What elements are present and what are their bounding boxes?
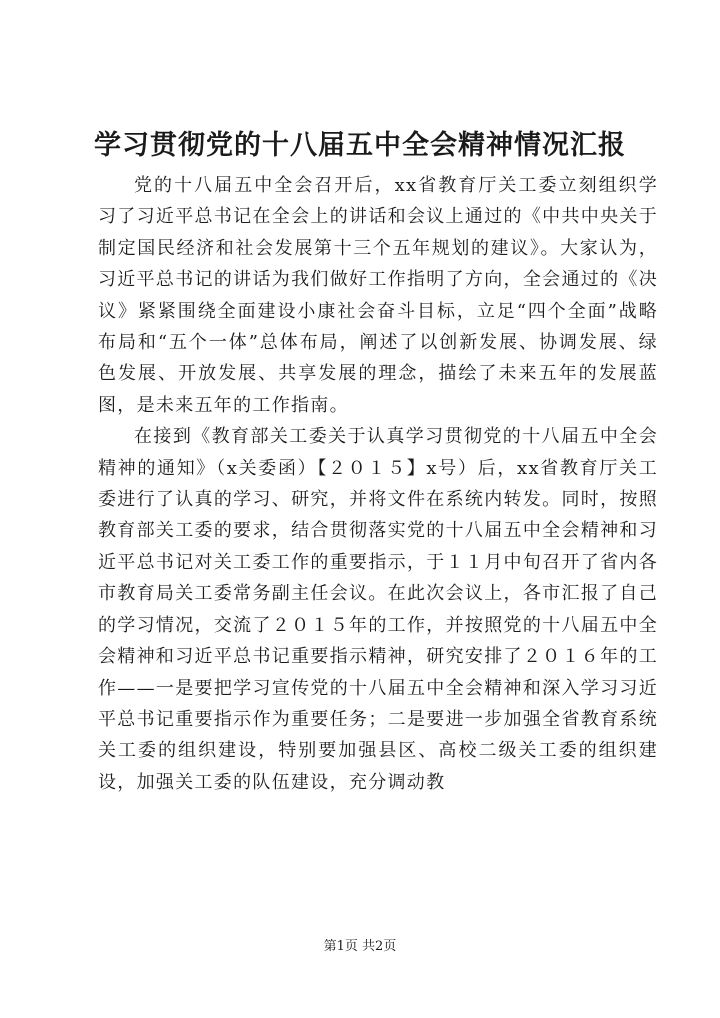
paragraph-2: 在接到《教育部关工委关于认真学习贯彻党的十八届五中全会精神的通知》（x关委函）【２０１５】x号）后，xx省教育厅关工委进行了认真的学习、研究，并将文件在系统内转发。同时，按照教育部关工委的要求，结合贯彻落实党的十八届五中全会精神和习近平总书记对关工委工作的重要指示，于１１月中旬召开了省内各市教育局关工委常务副主任会议。在此次会议上，各市汇报了自己的学习情况，交流了２０１５年的工作，并按照党的十八届五中全会精神和习近平总书记重要指示精神，研究安排了２０１６年的工作——一是要把学习宣传党的十八届五中全会精神和深入学习习近平总书记重要指示作为重要任务；二是要进一步加强全省教育系统关工委的组织建设，特别要加强县区、高校二级关工委的组织建设，加强关工委的队伍建设，充分调动教 — [98, 426, 658, 793]
paragraph-1: 党的十八届五中全会召开后，xx省教育厅关工委立刻组织学习了习近平总书记在全会上的讲话和会议上通过的《中共中央关于制定国民经济和社会发展第十三个五年规划的建议》。大家认为，习近平总书记的讲话为我们做好工作指明了方向，全会通过的《决议》紧紧围绕全面建设小康社会奋斗目标，立足“四个全面”战略布局和“五个一体”总体布局，阐述了以创新发展、协调发展、绿色发展、开放发展、共享发展的理念，描绘了未来五年的发展蓝图，是未来五年的工作指南。 — [98, 175, 658, 416]
document-title: 学习贯彻党的十八届五中全会精神情况汇报 — [94, 130, 626, 161]
document-body — [98, 170, 658, 798]
page-number: 第1页 共2页 — [323, 939, 397, 954]
